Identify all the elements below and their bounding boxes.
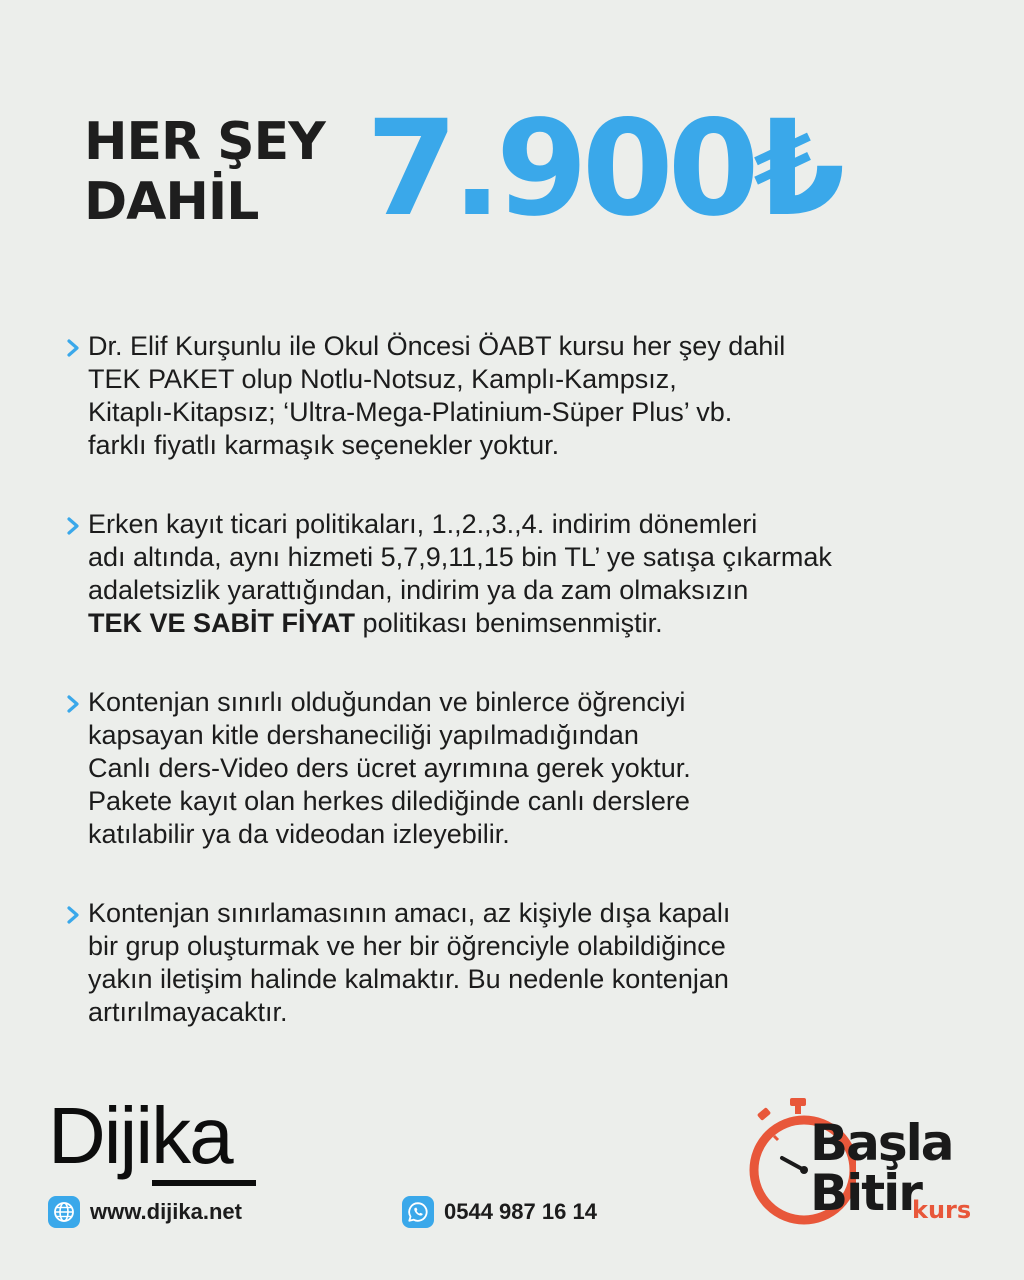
bullet-line: artırılmayacaktır. bbox=[88, 997, 288, 1027]
headline-line-1: HER ŞEY bbox=[84, 112, 325, 172]
brand-word-kurs: kurs bbox=[912, 1196, 972, 1224]
chevron-right-icon bbox=[64, 517, 82, 535]
brand-word-bitir: Bitir bbox=[810, 1164, 921, 1222]
bullet-line-tail: politikası benimsenmiştir. bbox=[355, 608, 663, 638]
bullet-text bbox=[88, 330, 982, 462]
bullet-item bbox=[62, 897, 982, 1029]
phone-number[interactable]: 0544 987 16 14 bbox=[444, 1199, 597, 1224]
bullet-line: farklı fiyatlı karmaşık seçenekler yoktur. bbox=[88, 430, 560, 460]
bullet-item bbox=[62, 330, 982, 462]
bullet-item bbox=[62, 686, 982, 851]
bullet-line: adı altında, aynı hizmeti 5,7,9,11,15 bin TL’ ye satışa çıkarmak bbox=[88, 542, 832, 572]
globe-icon bbox=[48, 1196, 80, 1228]
bullet-line: yakın iletişim halinde kalmaktır. Bu nedenle kontenjan bbox=[88, 964, 729, 994]
bullet-line: Kitaplı-Kitapsız; ‘Ultra-Mega-Platinium-Süper Plus’ vb. bbox=[88, 397, 733, 427]
dijika-logo bbox=[48, 1091, 268, 1196]
bullet-list bbox=[62, 330, 982, 1075]
chevron-right-icon bbox=[64, 906, 82, 924]
bullet-line: katılabilir ya da videodan izleyebilir. bbox=[88, 819, 510, 849]
brand-word-basla: Başla bbox=[810, 1114, 953, 1172]
headline bbox=[84, 112, 325, 232]
bullet-line: Erken kayıt ticari politikaları, 1.,2.,3.,4. indirim dönemleri bbox=[88, 509, 758, 539]
bullet-line: Pakete kayıt olan herkes dilediğinde canlı derslere bbox=[88, 786, 690, 816]
whatsapp-icon bbox=[402, 1196, 434, 1228]
bullet-line: Dr. Elif Kurşunlu ile Okul Öncesi ÖABT kursu her şey dahil bbox=[88, 331, 786, 361]
bullet-text bbox=[88, 686, 982, 851]
bullet-line: TEK PAKET olup Notlu-Notsuz, Kamplı-Kampsız, bbox=[88, 364, 677, 394]
bullet-text bbox=[88, 897, 982, 1029]
basla-bitir-logo bbox=[746, 1096, 986, 1236]
bullet-text bbox=[88, 508, 982, 640]
headline-line-2: DAHİL bbox=[84, 172, 259, 232]
bullet-line: kapsayan kitle dershaneciliği yapılmadığından bbox=[88, 720, 639, 750]
website-link[interactable]: www.dijika.net bbox=[90, 1199, 242, 1224]
price-value: 7.900₺ bbox=[366, 92, 840, 246]
logo-underline bbox=[152, 1180, 256, 1186]
bullet-line: Kontenjan sınırlı olduğundan ve binlerce öğrenciyi bbox=[88, 687, 686, 717]
chevron-right-icon bbox=[64, 339, 82, 357]
bullet-line: Kontenjan sınırlamasının amacı, az kişiyle dışa kapalı bbox=[88, 898, 731, 928]
bullet-line-with-emphasis bbox=[88, 607, 982, 640]
bullet-line: bir grup oluşturmak ve her bir öğrenciyle olabildiğince bbox=[88, 931, 726, 961]
website-contact[interactable] bbox=[48, 1196, 242, 1228]
bullet-line: adaletsizlik yarattığından, indirim ya da zam olmaksızın bbox=[88, 575, 749, 605]
phone-contact[interactable] bbox=[402, 1196, 597, 1228]
emphasis-text: TEK VE SABİT FİYAT bbox=[88, 608, 356, 638]
bullet-item bbox=[62, 508, 982, 640]
dijika-wordmark: Dijika bbox=[48, 1091, 232, 1180]
chevron-right-icon bbox=[64, 695, 82, 713]
price-header bbox=[84, 92, 984, 246]
bullet-line: Canlı ders-Video ders ücret ayrımına gerek yoktur. bbox=[88, 753, 691, 783]
